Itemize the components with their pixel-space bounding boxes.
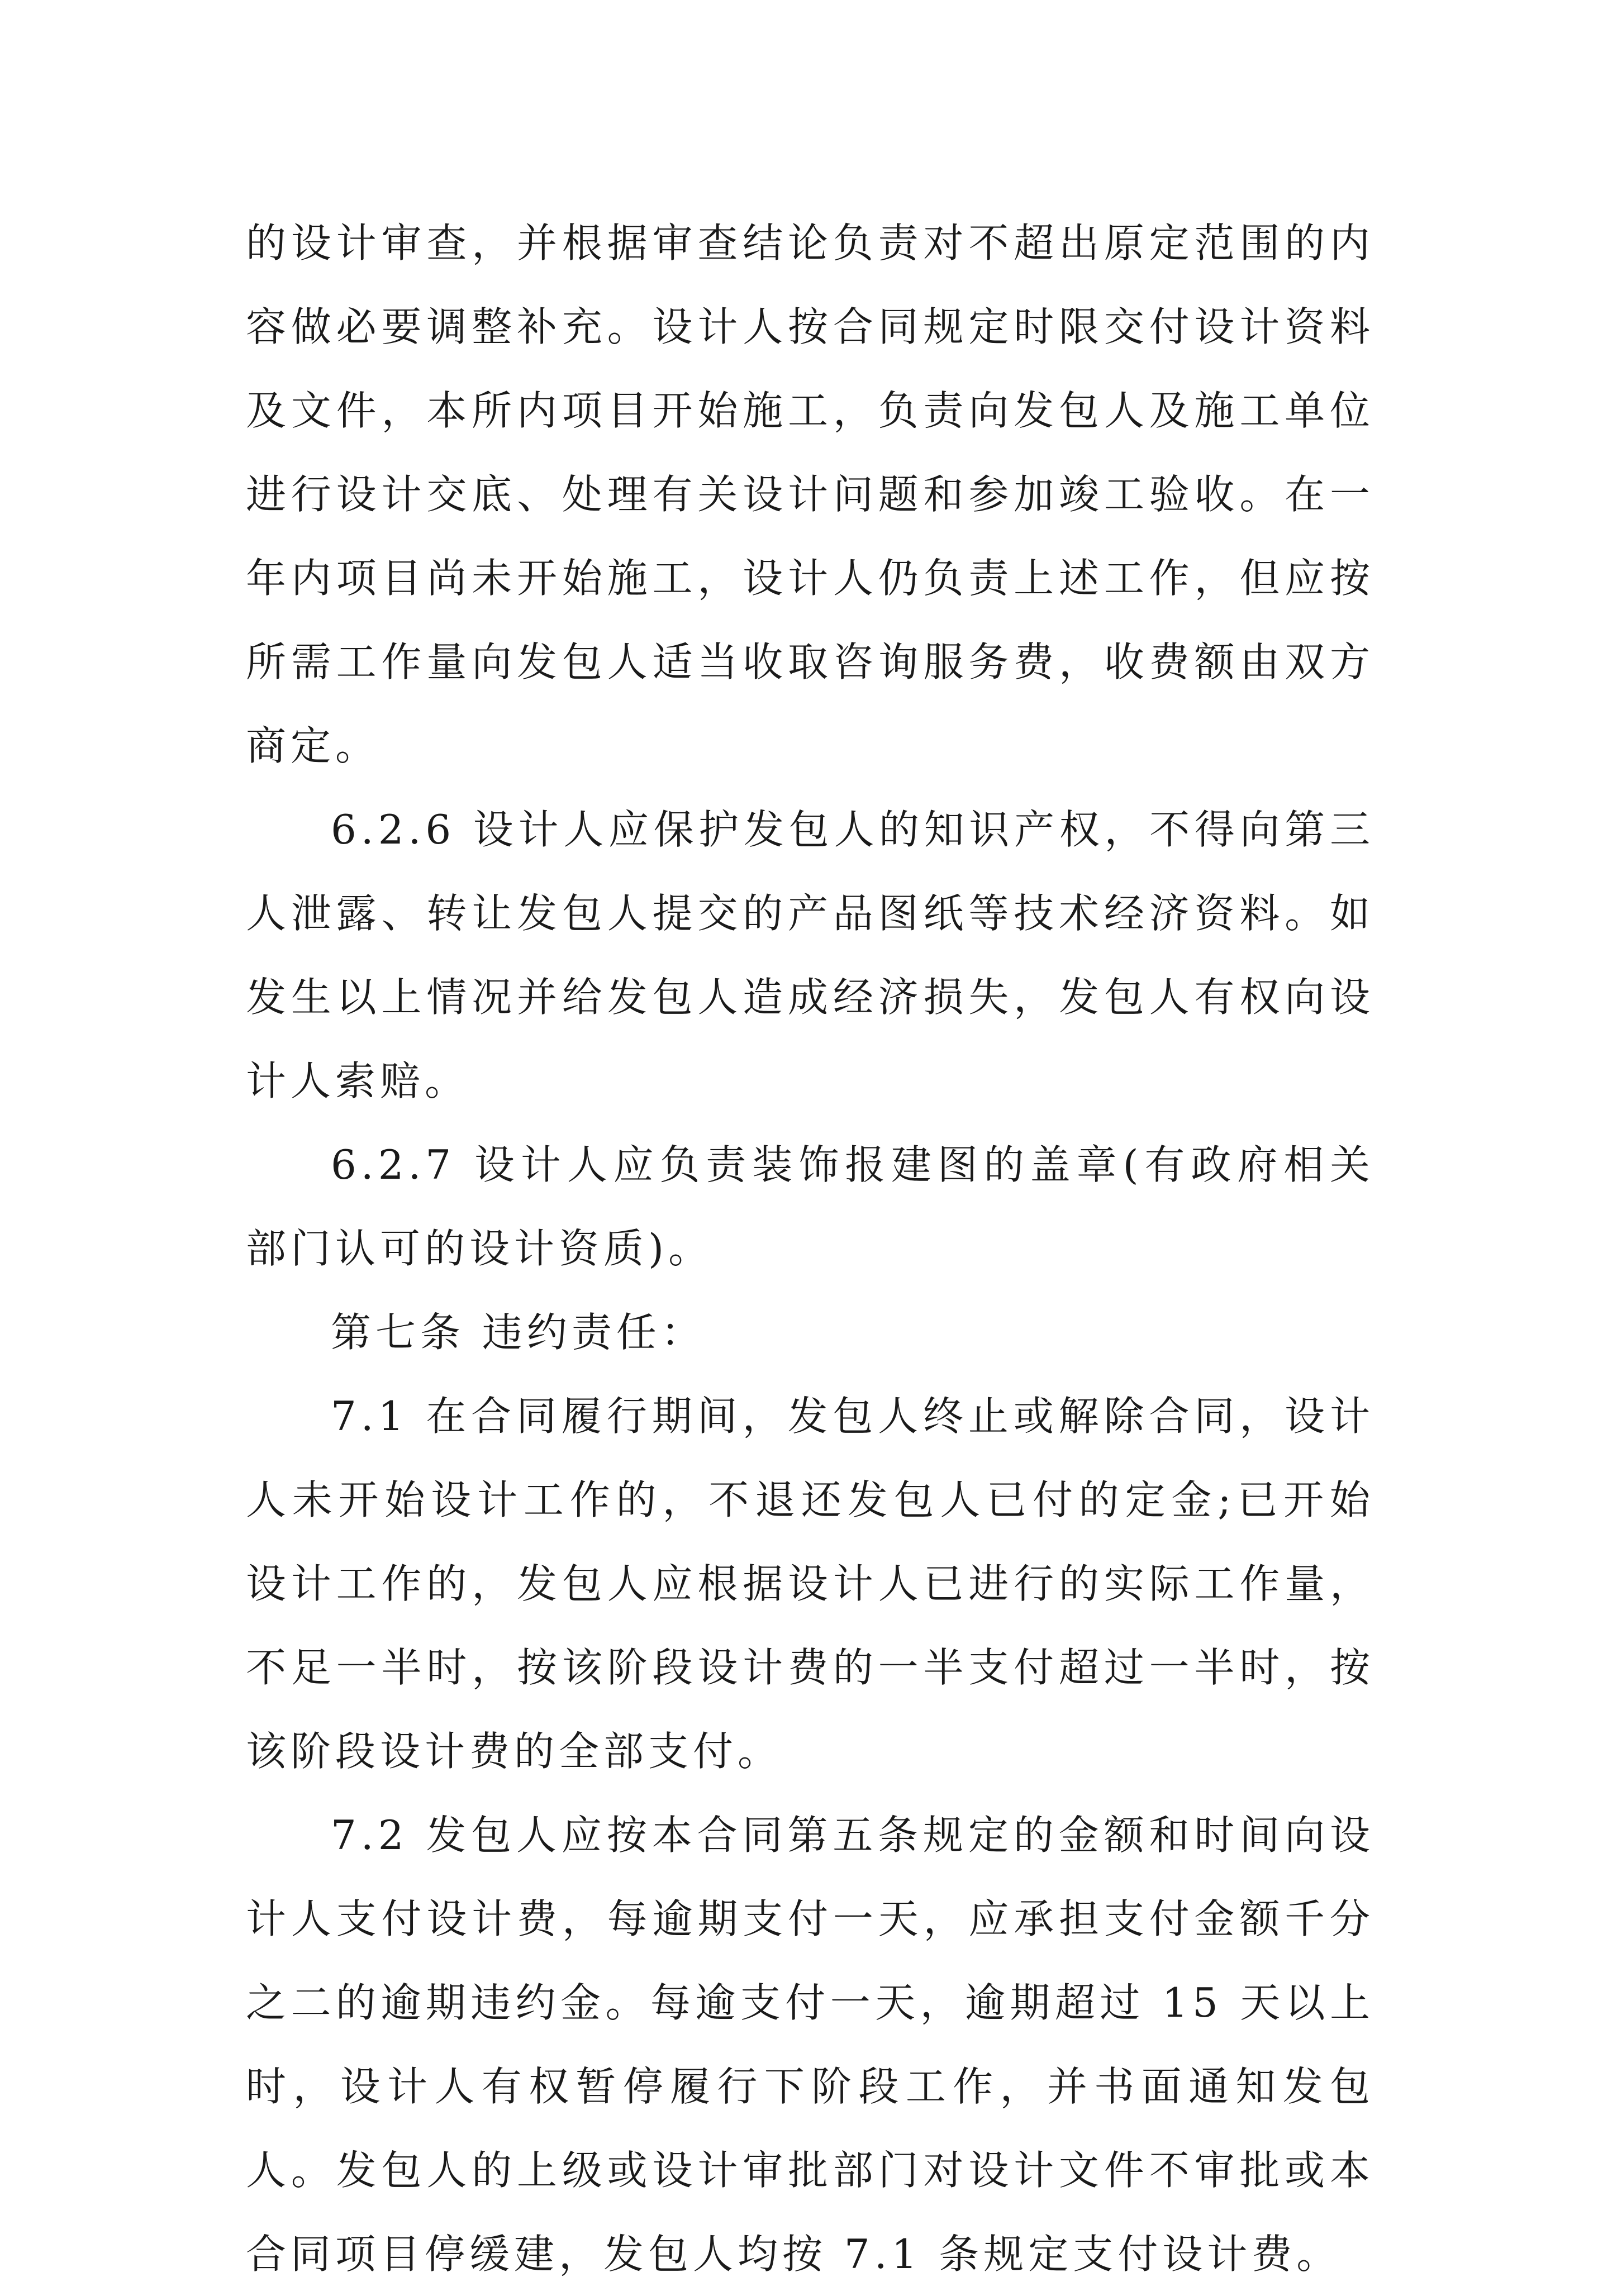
paragraph-7-2: 7.2 发包人应按本合同第五条规定的金额和时间向设计人支付设计费，每逾期支付一天，应承担支付金额千分之二的逾期违约金。每逾支付一天，逾期超过 15 天以上时，设计人有权暂停履行下阶段工作，并书面通知发包人。发包人的上级或设计审批部门对设计文件不审批或本合同项目停缓建，发包人均按 7.1 条规定支付设计费。 (246, 1812, 1375, 2278)
paragraph-6-2-6: 6.2.6 设计人应保护发包人的知识产权，不得向第三人泄露、转让发包人提交的产品图纸等技术经济资料。如发生以上情况并给发包人造成经济损失，发包人有权向设计人索赔。 (246, 806, 1375, 1104)
paragraph-6-2-7: 6.2.7 设计人应负责装饰报建图的盖章(有政府相关部门认可的设计资质)。 (246, 1141, 1375, 1272)
paragraph-7-1: 7.1 在合同履行期间，发包人终止或解除合同，设计人未开始设计工作的，不退还发包人已付的定金;已开始设计工作的，发包人应根据设计人已进行的实际工作量，不足一半时，按该阶段设计费的一半支付超过一半时，按该阶段设计费的全部支付。 (246, 1393, 1375, 1775)
section-heading-article-7: 第七条 违约责任： (331, 1309, 706, 1356)
paragraph-design-review: 的设计审查，并根据审查结论负责对不超出原定范围的内容做必要调整补充。设计人按合同规定时限交付设计资料及文件，本所内项目开始施工，负责向发包人及施工单位进行设计交底、处理有关设计问题和参加竣工验收。在一年内项目尚未开始施工，设计人仍负责上述工作，但应按所需工作量向发包人适当收取咨询服务费，收费额由双方商定。 (246, 220, 1375, 769)
document-body (246, 201, 1375, 2296)
